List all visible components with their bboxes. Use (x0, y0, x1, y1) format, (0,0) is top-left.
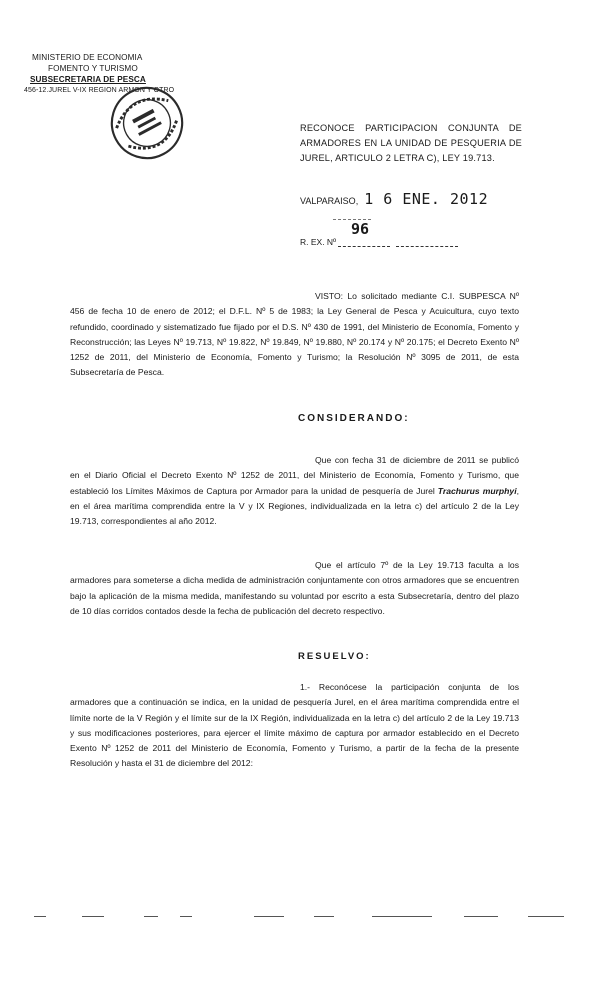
resuelvo-1-intro: 1.- Reconócese la participación conjunta de los (300, 682, 519, 692)
date-place: VALPARAISO, (300, 196, 359, 206)
table-rule (528, 916, 564, 917)
subsecretaria-name: SUBSECRETARIA DE PESCA (30, 75, 146, 84)
table-rule (180, 916, 192, 917)
resuelvo-1-body: armadores que a continuación se indica, en la unidad de pesquería Jurel, en el área marítima comprendida entre el límite norte de la V Región y el límite sur de la IX Región, individualizada en la letra c) del artículo 2 de la Ley 19.713 y sus modificaciones posteriores, para ejercer el límite máximo de captura por armador establecido en el Decreto Exento Nº 1252 de 2011 del Ministerio de Economía, Fomento y Turismo, a partir de la fecha de la presente Resolución y hasta el 31 de diciembre del 2012: (70, 697, 519, 769)
considerando-paragraph-1 (70, 453, 519, 529)
table-rule (34, 916, 46, 917)
considerando-1-body-end: , en el área marítima comprendida entre la V y IX Regiones, individualizada en la letra c) del artículo 2 de la Ley 19.713, correspondientes al año 2012. (70, 485, 519, 527)
considerando-paragraph-2 (70, 558, 519, 619)
species-name: Trachurus murphyi (437, 485, 517, 496)
table-rule (144, 916, 158, 917)
date-line (300, 190, 488, 208)
resolution-label: R. EX. Nº (300, 237, 337, 247)
considerando-2-body: armadores para someterse a dicha medida de administración conjuntamente con otros armadores que se encuentren bajo la aplicación de la misma medida, manifestando su voluntad por escrito a esta Subsecretaría, dentro del plazo de 10 días corridos contados desde la fecha de publicación del decreto respectivo. (70, 575, 519, 616)
visto-intro: VISTO: Lo solicitado mediante C.I. SUBPESCA Nº (315, 291, 519, 301)
resolution-number: 96 (351, 220, 370, 238)
resuelvo-heading: RESUELVO: (298, 651, 371, 662)
resolution-number-line (300, 220, 458, 247)
table-rule (314, 916, 334, 917)
ministry-name: MINISTERIO DE ECONOMIA (32, 53, 143, 62)
date-stamp: 1 6 ENE. 2012 (364, 190, 489, 208)
considerando-1-intro: Que con fecha 31 de diciembre de 2011 se (315, 455, 489, 465)
visto-body: 456 de fecha 10 de enero de 2012; el D.F.L. Nº 5 de 1983; la Ley General de Pesca y Acuicultura, cuyo texto refundido, coordinado y sistematizado fue fijado por el D.S. Nº 430 de 1991, del Ministerio de Economía, Fomento y Reconstrucción; las Leyes Nº 19.713, Nº 19.822, Nº 19.849, Nº 19.880, Nº 20.174 y Nº 20.175; el Decreto Exento Nº 1252 de 2011, del Ministerio de Economía, Fomento y Turismo; la Resolución Nº 3095 de 2011, de esta Subsecretaría de Pesca. (70, 306, 519, 378)
considerando-heading: CONSIDERANDO: (298, 413, 410, 424)
ministry-subtitle: FOMENTO Y TURISMO (48, 64, 138, 73)
divider (396, 246, 458, 247)
file-reference: 456-12.JUREL V-IX REGION ARMON Y OTRO (24, 87, 175, 94)
considerando-2-intro: Que el artículo 7º de la Ley 19.713 faculta a los (315, 560, 519, 570)
divider (338, 246, 390, 247)
table-rule (372, 916, 432, 917)
table-rule (82, 916, 104, 917)
table-rule (254, 916, 284, 917)
table-rule (464, 916, 498, 917)
considerando-1-body: publicó en el Diario Oficial el Decreto Exento Nº 1252 de 2011, del Ministerio de Economía, Fomento y Turismo, que estableció los Límites Máximos de Captura por Armador para la unidad de pesquería de Jurel (70, 455, 519, 496)
document-reference: RECONOCE PARTICIPACION CONJUNTA DE ARMADORES EN LA UNIDAD DE PESQUERIA DE JUREL, ARTICULO 2 LETRA C), LEY 19.713. (300, 123, 522, 163)
visto-paragraph (70, 289, 519, 381)
resuelvo-paragraph-1 (70, 680, 519, 772)
